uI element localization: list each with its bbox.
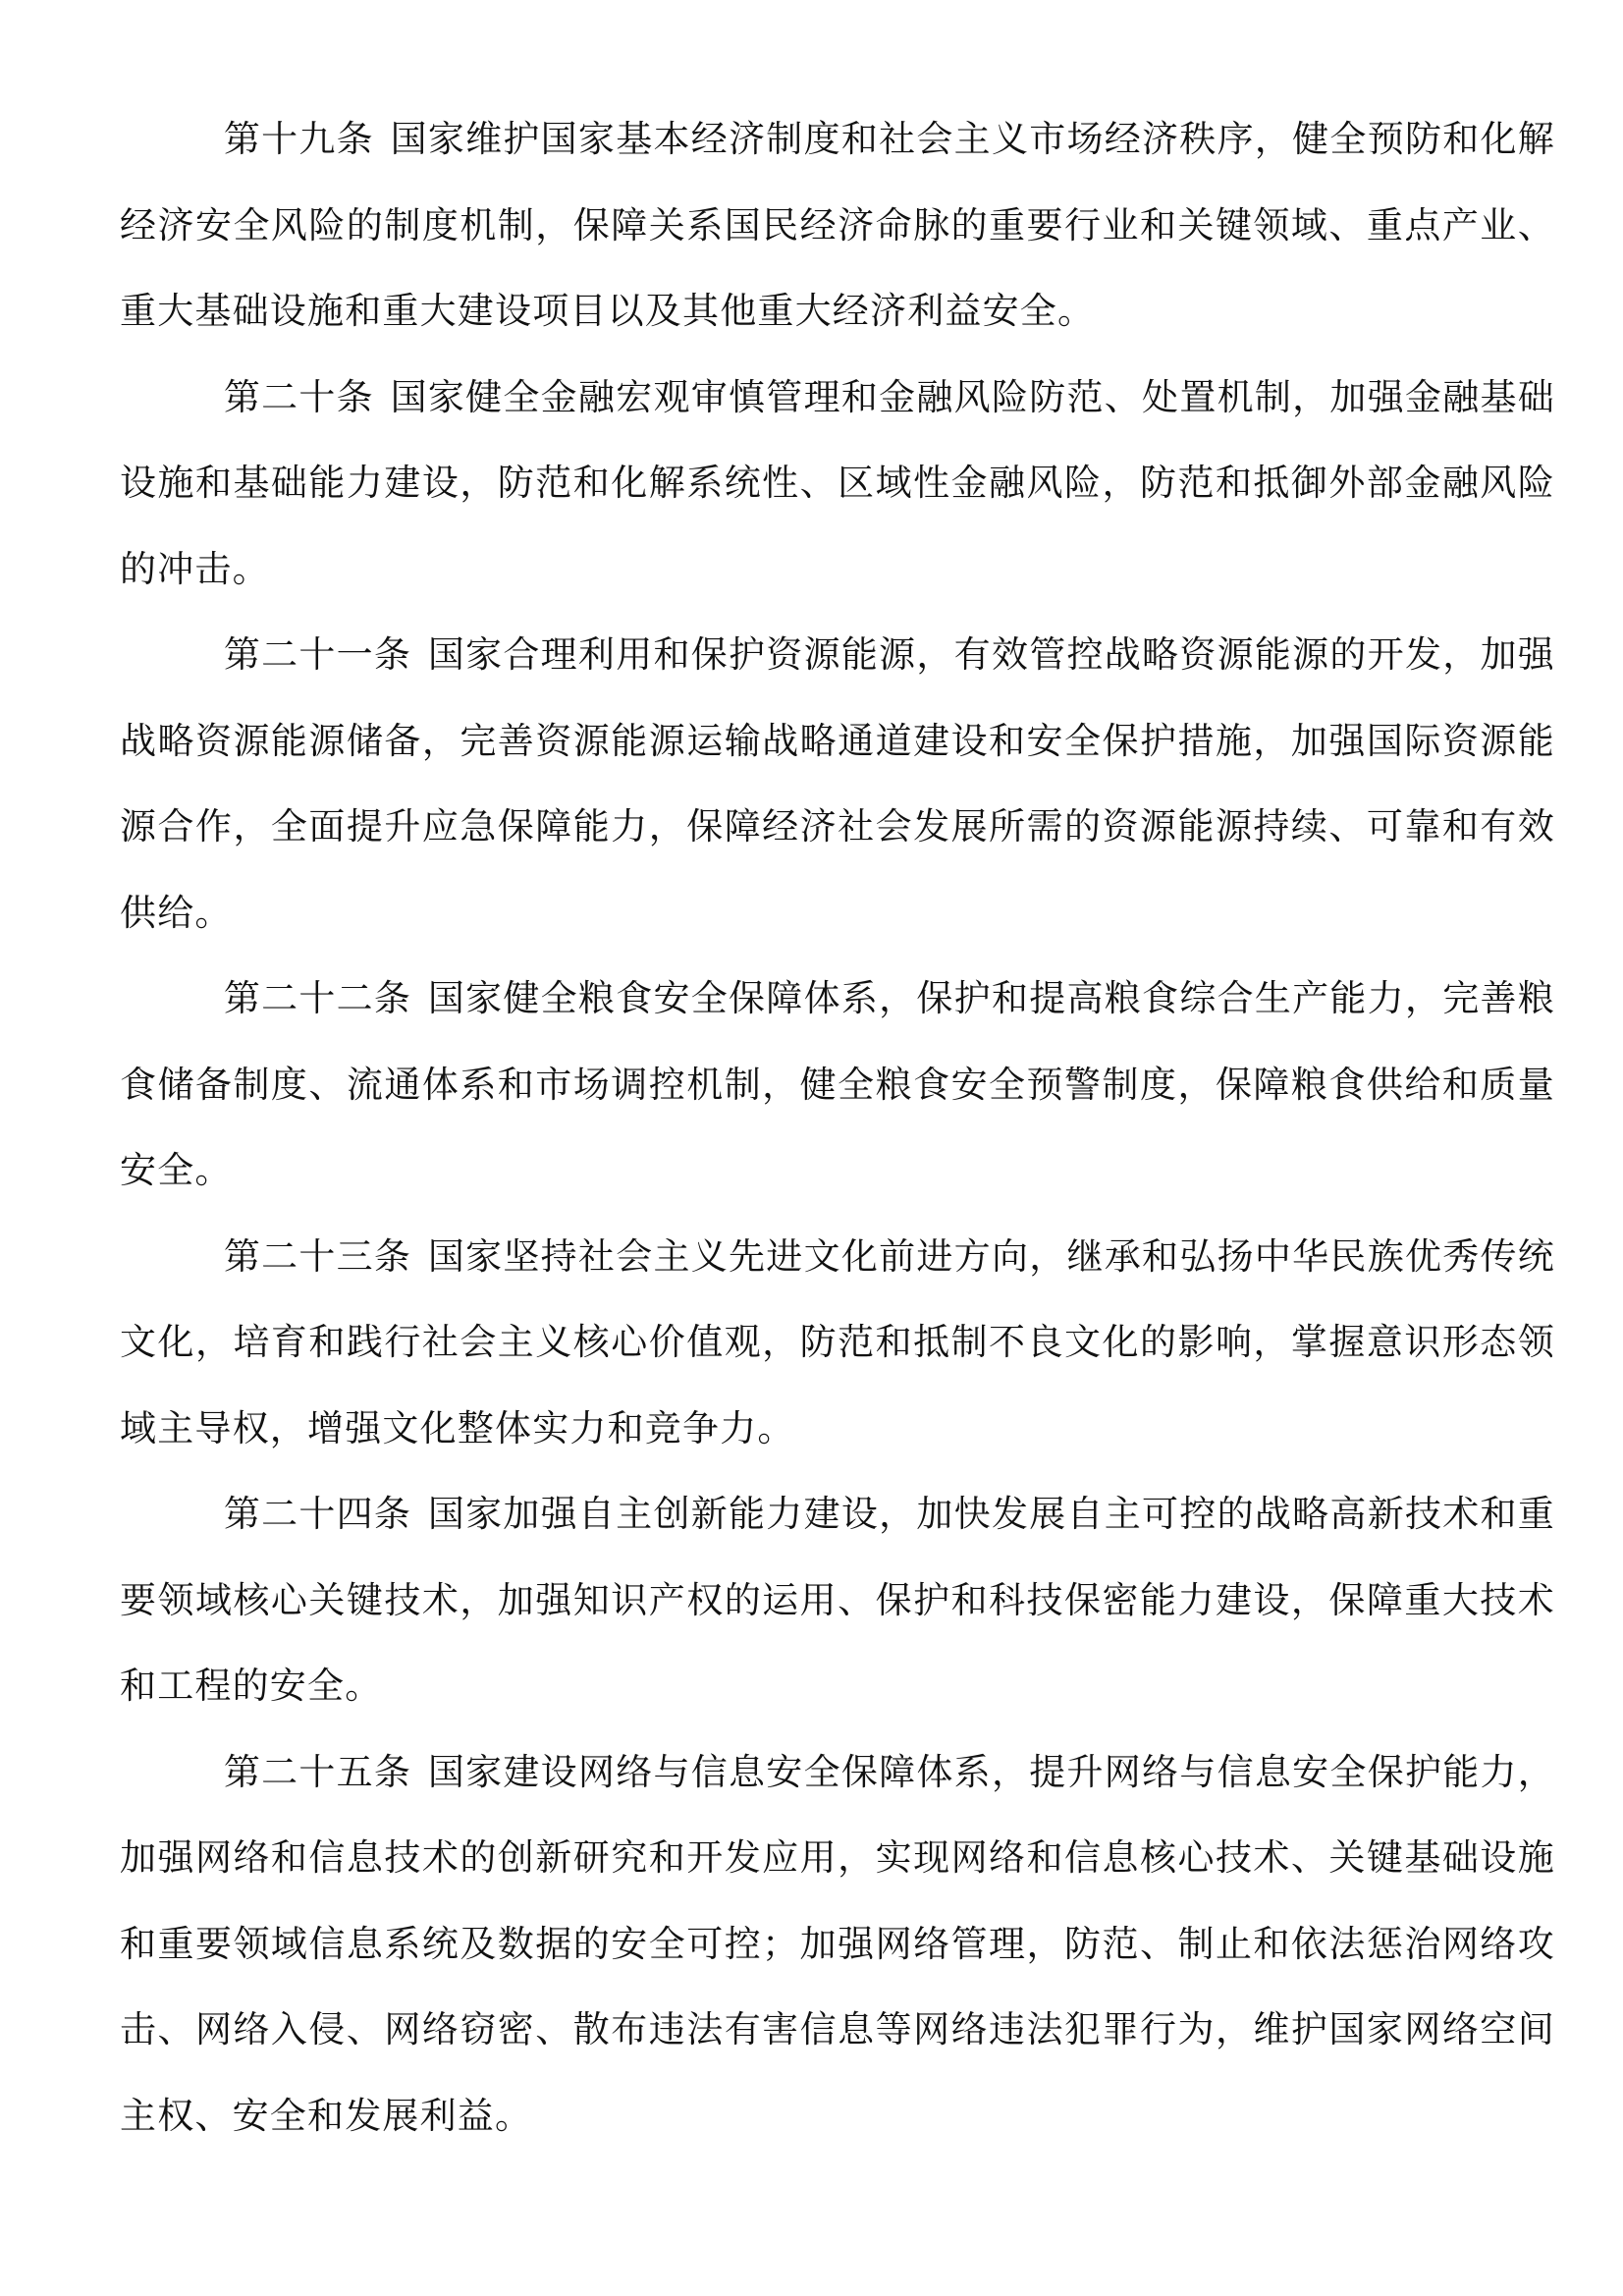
article-20 <box>120 355 1555 613</box>
article-number: 第二十三条 <box>223 1234 412 1278</box>
article-24 <box>120 1471 1555 1729</box>
article-text: 国家健全金融宏观审慎管理和金融风险防范、处置机制，加强金融基础设施和基础能力建设，防范和化解系统性、区域性金融风险，防范和抵御外部金融风险的冲击。 <box>120 375 1555 590</box>
article-text: 国家坚持社会主义先进文化前进方向，继承和弘扬中华民族优秀传统文化，培育和践行社会主义核心价值观，防范和抵制不良文化的影响，掌握意识形态领域主导权，增强文化整体实力和竞争力。 <box>120 1234 1555 1449</box>
article-number: 第二十五条 <box>223 1750 412 1793</box>
article-number: 第二十四条 <box>223 1493 412 1535</box>
article-number: 第十九条 <box>223 118 374 160</box>
article-text: 国家健全粮食安全保障体系，保护和提高粮食综合生产能力，完善粮食储备制度、流通体系和市场调控机制，健全粮食安全预警制度，保障粮食供给和质量安全。 <box>120 977 1555 1191</box>
article-text: 国家合理利用和保护资源能源，有效管控战略资源能源的开发，加强战略资源能源储备，完善资源能源运输战略通道建设和安全保护措施，加强国际资源能源合作，全面提升应急保障能力，保障经济社会发展所需的资源能源持续、可靠和有效供给。 <box>120 633 1555 934</box>
article-25 <box>120 1729 1555 2159</box>
article-number: 第二十条 <box>223 375 374 418</box>
article-23 <box>120 1214 1555 1472</box>
document-body <box>120 96 1555 2159</box>
article-text: 国家建设网络与信息安全保障体系，提升网络与信息安全保护能力，加强网络和信息技术的创新研究和开发应用，实现网络和信息核心技术、关键基础设施和重要领域信息系统及数据的安全可控；加强网络管理，防范、制止和依法惩治网络攻击、网络入侵、网络窃密、散布违法有害信息等网络违法犯罪行为，维护国家网络空间主权、安全和发展利益。 <box>120 1750 1555 2137</box>
article-text: 国家加强自主创新能力建设，加快发展自主可控的战略高新技术和重要领域核心关键技术，加强知识产权的运用、保护和科技保密能力建设，保障重大技术和工程的安全。 <box>120 1493 1555 1707</box>
article-21 <box>120 612 1555 956</box>
article-19 <box>120 96 1555 355</box>
article-number: 第二十二条 <box>223 977 412 1019</box>
article-22 <box>120 956 1555 1214</box>
article-text: 国家维护国家基本经济制度和社会主义市场经济秩序，健全预防和化解经济安全风险的制度机制，保障关系国民经济命脉的重要行业和关键领域、重点产业、重大基础设施和重大建设项目以及其他重大经济利益安全。 <box>120 118 1555 332</box>
article-number: 第二十一条 <box>223 633 412 676</box>
